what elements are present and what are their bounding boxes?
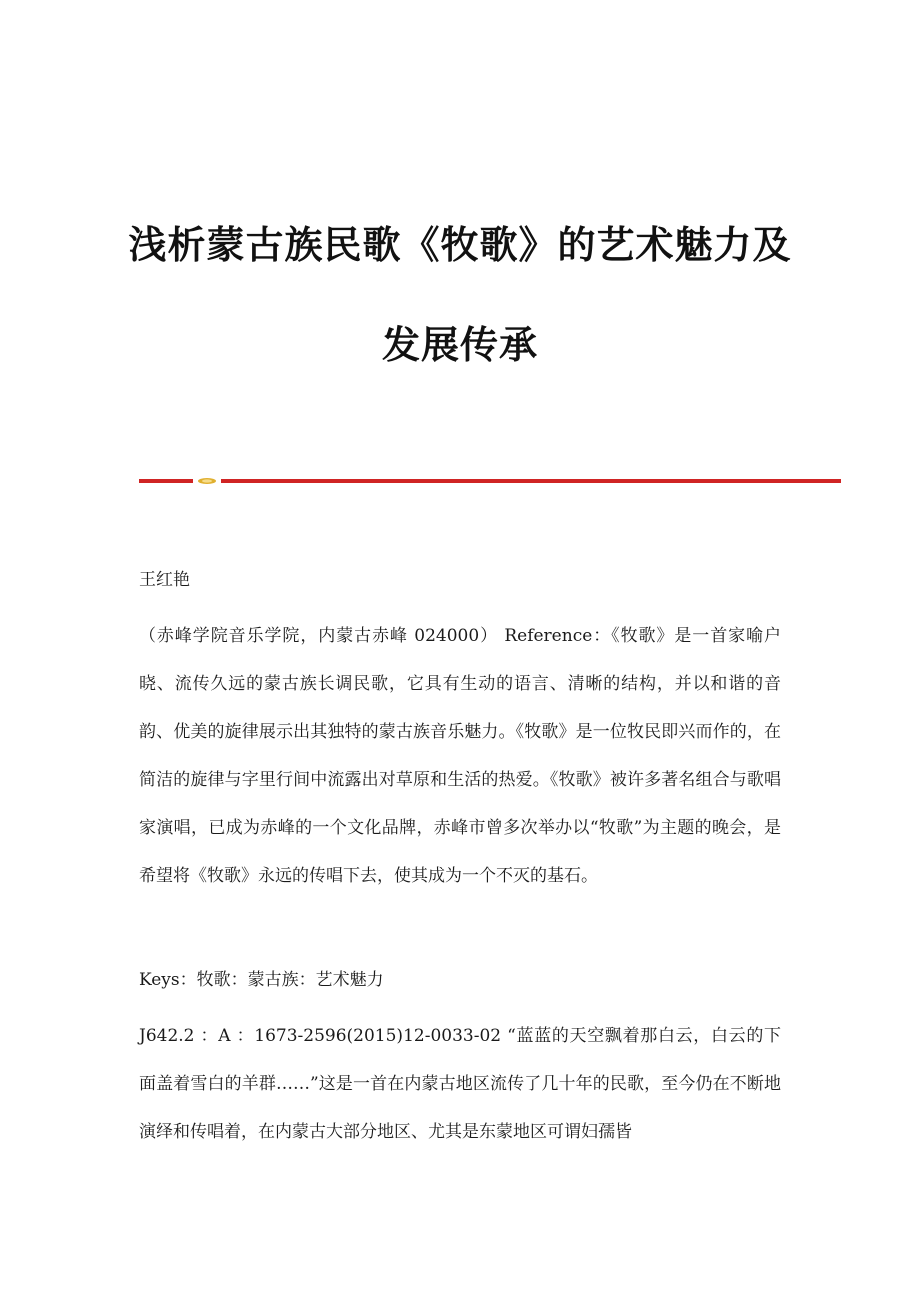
author-name: 王红艳 (139, 570, 190, 590)
body-paragraph: J642.2 ：A ：1673-2596(2015)12-0033-02 “蓝蓝的天空飘着那白云，白云的下面盖着雪白的羊群……”这是一首在内蒙古地区流传了几十年的民歌，至今仍在不断地演绎和传唱着，在内蒙古大部分地区、尤其是东蒙地区可谓妇孺皆 (139, 1026, 781, 1142)
decorative-ornament-icon (197, 477, 217, 485)
abstract-paragraph: （赤峰学院音乐学院，内蒙古赤峰 024000） Reference：《牧歌》是一首家喻户晓、流传久远的蒙古族长调民歌，它具有生动的语言、清晰的结构，并以和谐的音韵、优美的旋律展示出其独特的蒙古族音乐魅力。《牧歌》是一位牧民即兴而作的，在简洁的旋律与字里行间中流露出对草原和生活的热爱。《牧歌》被许多著名组合与歌唱家演唱，已成为赤峰的一个文化品牌，赤峰市曾多次举办以“牧歌”为主题的晚会，是希望将《牧歌》永远的传唱下去，使其成为一个不灭的基石。 (139, 626, 781, 886)
keywords-line: Keys：牧歌：蒙古族：艺术魅力 (139, 970, 384, 990)
page-title-line-2: 发展传承 (381, 323, 538, 367)
divider-bar-left (139, 479, 193, 483)
divider-bar-right (221, 479, 841, 483)
title-divider (139, 476, 841, 486)
page-title-line-1: 浅析蒙古族民歌《牧歌》的艺术魅力及 (128, 223, 792, 267)
